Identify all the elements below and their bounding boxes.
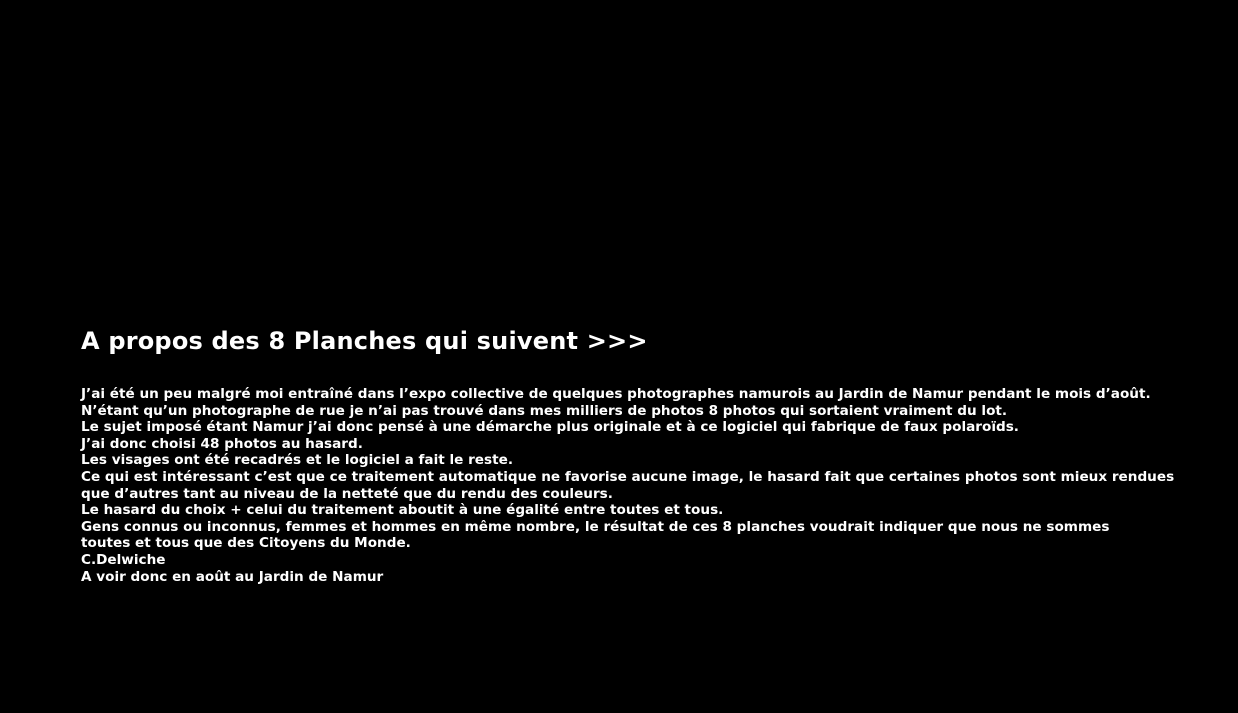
author-signature: C.Delwiche <box>81 551 166 568</box>
text-line: Les visages ont été recadrés et le logiciel a fait le reste. <box>81 452 513 469</box>
text-line: Le hasard du choix + celui du traitement aboutit à une égalité entre toutes et tous. <box>81 502 724 519</box>
text-line: toutes et tous que des Citoyens du Monde. <box>81 535 411 552</box>
text-line: Gens connus ou inconnus, femmes et hommes en même nombre, le résultat de ces 8 planches voudrait indiquer que nous ne sommes <box>81 518 1110 535</box>
text-line: Le sujet imposé étant Namur j’ai donc pensé à une démarche plus originale et à ce logiciel qui fabrique de faux polaroïds. <box>81 419 1019 436</box>
text-line: Ce qui est intéressant c’est que ce traitement automatique ne favorise aucune image, le hasard fait que certaines photos sont mieux rendues <box>81 468 1175 485</box>
body-text <box>81 386 1181 585</box>
text-line: N’étant qu’un photographe de rue je n’ai pas trouvé dans mes milliers de photos 8 photos qui sortaient vraiment du lot. <box>81 402 1008 419</box>
text-line: J’ai été un peu malgré moi entraîné dans l’expo collective de quelques photographes namurois au Jardin de Namur pendant le mois d’août. <box>81 386 1151 402</box>
page-title: A propos des 8 Planches qui suivent >>> <box>81 327 648 355</box>
text-line: J’ai donc choisi 48 photos au hasard. <box>81 435 363 452</box>
text-line: que d’autres tant au niveau de la netteté que du rendu des couleurs. <box>81 485 613 502</box>
closing-line: A voir donc en août au Jardin de Namur <box>81 568 384 585</box>
